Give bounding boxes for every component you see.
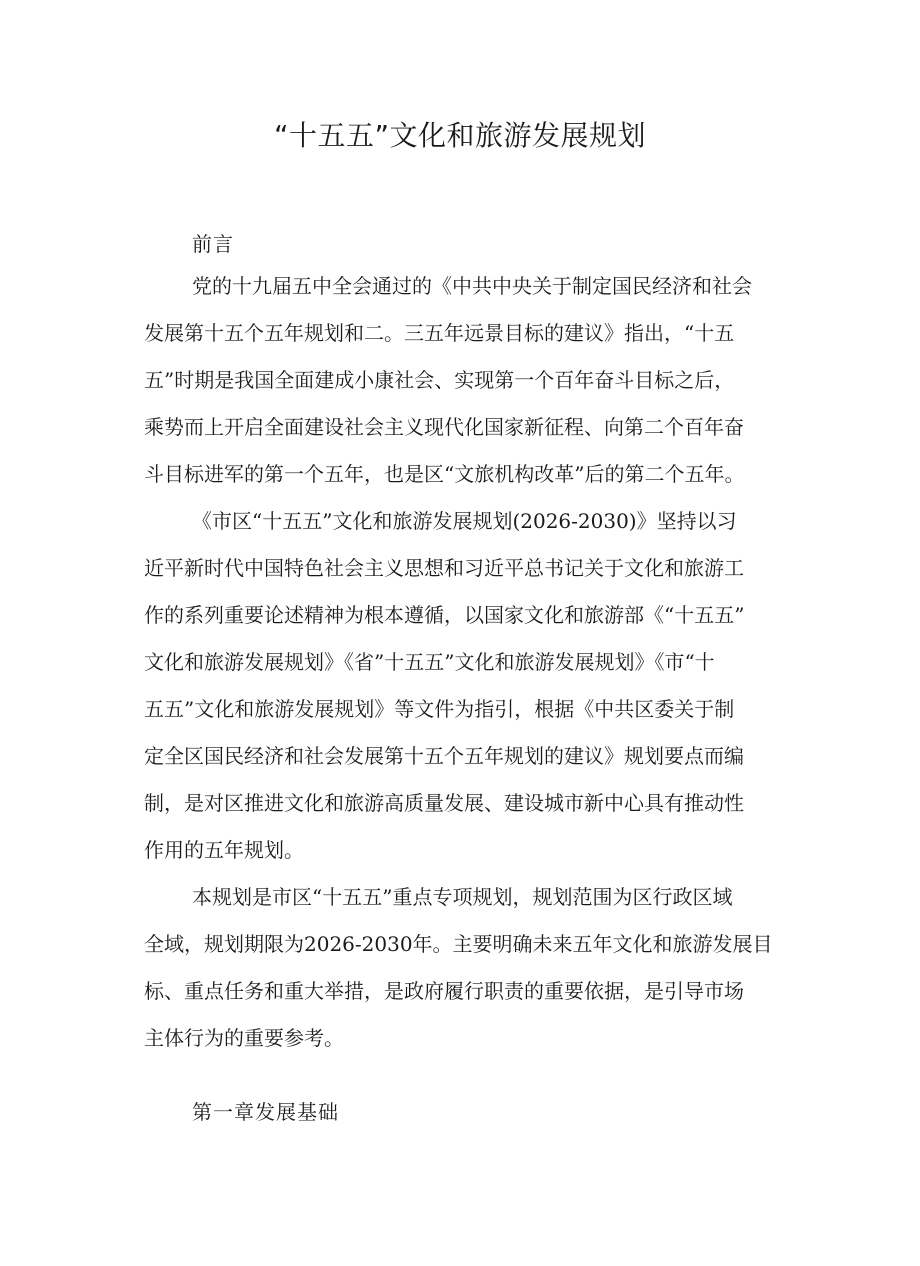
paragraph-line: 五五”文化和旅游发展规划》等文件为指引，根据《中共区委关于制 <box>144 697 735 721</box>
paragraph-line: 主体行为的重要参考。 <box>144 1026 344 1050</box>
paragraph-line: 本规划是市区“十五五”重点专项规划，规划范围为区行政区域 <box>192 885 733 909</box>
document-title: “十五五”文化和旅游发展规划 <box>273 119 646 152</box>
paragraph-line: 标、重点任务和重大举措，是政府履行职责的重要依据，是引导市场 <box>144 979 744 1003</box>
paragraph-line: 文化和旅游发展规划》《省”十五五”文化和旅游发展规划》《市“十 <box>144 650 715 674</box>
paragraph-line: 全域，规划期限为2026-2030年。主要明确未来五年文化和旅游发展目 <box>144 932 773 956</box>
paragraph-line: 斗目标进军的第一个五年，也是区“文旅机构改革”后的第二个五年。 <box>144 462 745 486</box>
paragraph-line: 乘势而上开启全面建设社会主义现代化国家新征程、向第二个百年奋 <box>144 415 744 439</box>
paragraph-line: 作的系列重要论述精神为根本遵循，以国家文化和旅游部《“十五五” <box>144 603 745 627</box>
paragraph-1 <box>144 263 794 498</box>
paragraph-line: 作用的五年规划。 <box>144 838 304 862</box>
paragraph-3 <box>144 874 794 1062</box>
paragraph-line: 发展第十五个五年规划和二。三五年远景目标的建议》指出，“十五 <box>144 321 735 345</box>
paragraph-line: 党的十九届五中全会通过的《中共中央关于制定国民经济和社会 <box>192 274 752 298</box>
chapter-heading: 第一章发展基础 <box>192 1100 339 1124</box>
paragraph-line: 定全区国民经济和社会发展第十五个五年规划的建议》规划要点而编 <box>144 744 744 768</box>
paragraph-line: 《市区“十五五”文化和旅游发展规划(2026-2030)》坚持以习 <box>192 509 737 533</box>
paragraph-2 <box>144 498 794 874</box>
paragraph-line: 五”时期是我国全面建成小康社会、实现第一个百年奋斗目标之后， <box>144 368 735 392</box>
preface-heading: 前言 <box>192 232 234 256</box>
paragraph-line: 制，是对区推进文化和旅游高质量发展、建设城市新中心具有推动性 <box>144 791 744 815</box>
paragraph-line: 近平新时代中国特色社会主义思想和习近平总书记关于文化和旅游工 <box>144 556 744 580</box>
